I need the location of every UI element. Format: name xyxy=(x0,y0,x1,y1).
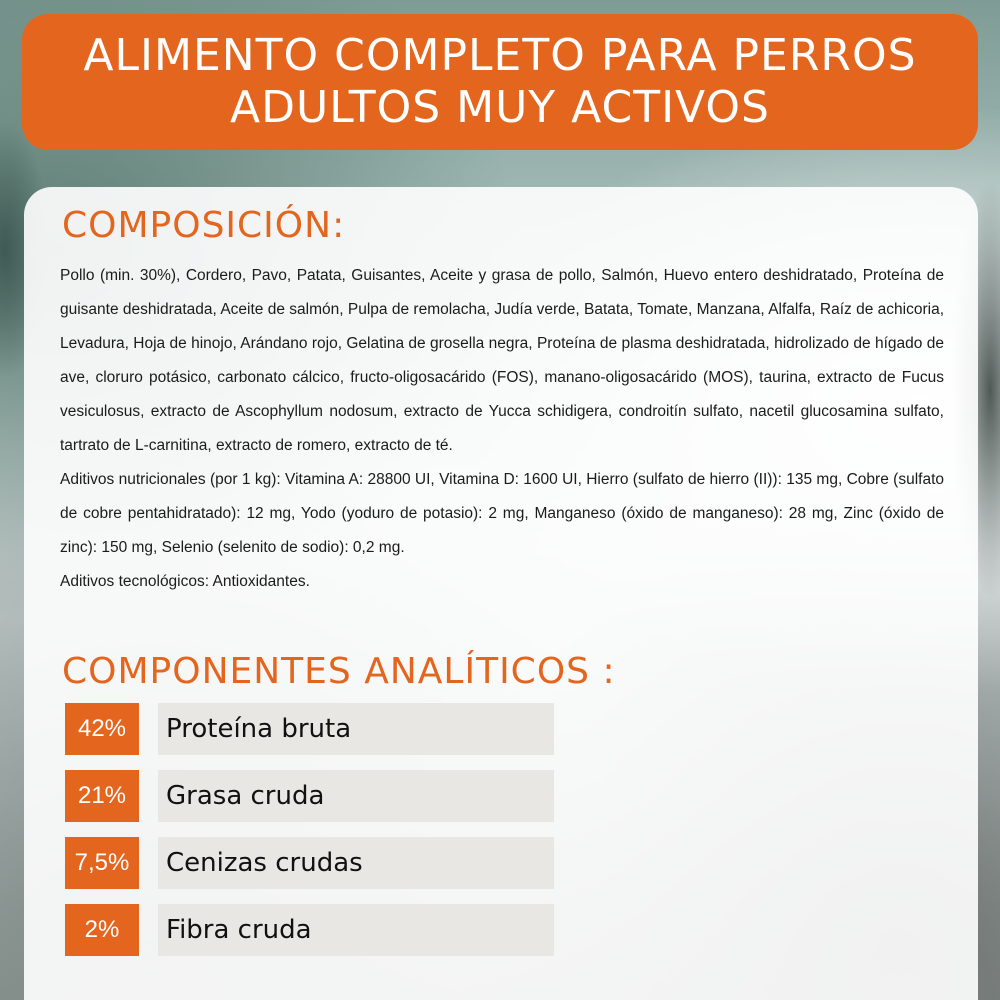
percentage-badge: 21% xyxy=(65,770,139,822)
percentage-badge: 7,5% xyxy=(65,837,139,889)
header-title-line-2: ADULTOS MUY ACTIVOS xyxy=(230,82,770,133)
component-label: Proteína bruta xyxy=(158,703,554,755)
header-title-line-1: ALIMENTO COMPLETO PARA PERROS xyxy=(83,30,917,81)
header-banner xyxy=(22,14,978,150)
analytic-components-list xyxy=(65,703,554,971)
analytic-components-title: COMPONENTES ANALÍTICOS : xyxy=(62,651,616,692)
nutritional-additives-paragraph: Aditivos nutricionales (por 1 kg): Vitamina A: 28800 UI, Vitamina D: 1600 UI, Hierro (sulfato de hierro (II)): 135 mg, Cobre (sulfato de cobre pentahidratado): 12 mg, Yodo (yoduro de potasio): 2 mg, Manganeso (óxido de manganeso): 28 mg, Zinc (óxido de zinc): 150 mg, Selenio (selenito de sodio): 0,2 mg. xyxy=(60,471,944,556)
ingredients-paragraph: Pollo (min. 30%), Cordero, Pavo, Patata, Guisantes, Aceite y grasa de pollo, Salmón, Huevo entero deshidratado, Proteína de guisante deshidratada, Aceite de salmón, Pulpa de remolacha, Judía verde, Batata, Tomate, Manzana, Alfalfa, Raíz de achicoria, Levadura, Hoja de hinojo, Arándano rojo, Gelatina de grosella negra, Proteína de plasma deshidratada, hidrolizado de hígado de ave, cloruro potásico, carbonato cálcico, fructo-oligosacárido (FOS), manano-oligosacárido (MOS), taurina, extracto de Fucus vesiculosus, extracto de Ascophyllum nodosum, extracto de Yucca schidigera, condroitín sulfato, nacetil glucosamina sulfato, tartrato de L-carnitina, extracto de romero, extracto de té. xyxy=(60,267,944,454)
analytic-row-ash xyxy=(65,837,554,889)
percentage-badge: 2% xyxy=(65,904,139,956)
percentage-badge: 42% xyxy=(65,703,139,755)
component-label: Fibra cruda xyxy=(158,904,554,956)
analytic-row-protein xyxy=(65,703,554,755)
technological-additives-paragraph: Aditivos tecnológicos: Antioxidantes. xyxy=(60,573,310,590)
composition-text xyxy=(60,259,944,599)
component-label: Cenizas crudas xyxy=(158,837,554,889)
analytic-row-fat xyxy=(65,770,554,822)
composition-title: COMPOSICIÓN: xyxy=(62,205,346,246)
component-label: Grasa cruda xyxy=(158,770,554,822)
content-panel xyxy=(24,187,978,1000)
analytic-row-fiber xyxy=(65,904,554,956)
